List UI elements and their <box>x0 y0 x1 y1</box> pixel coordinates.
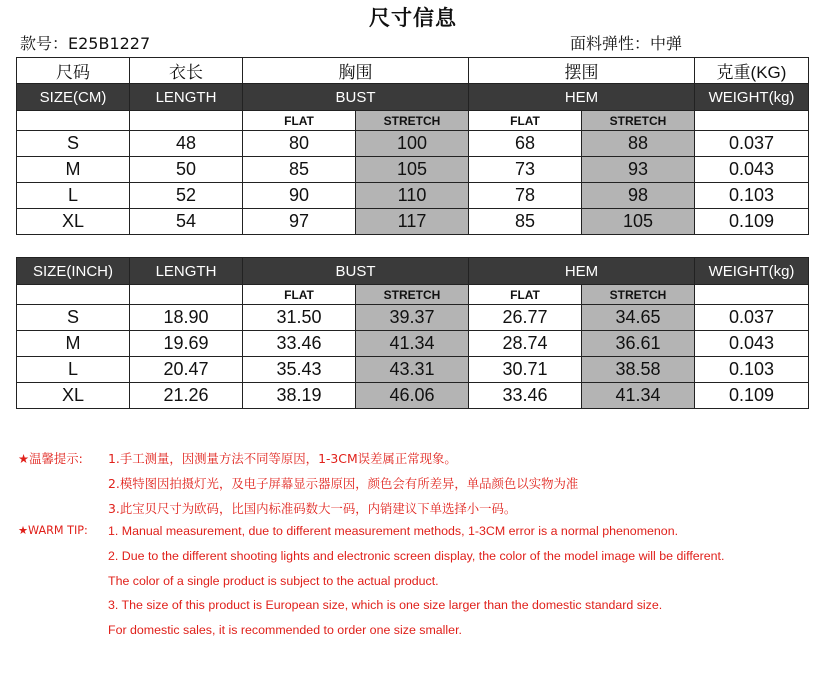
en-tip-line: The color of a single product is subject to the actual product. <box>108 574 439 588</box>
header-bust: BUST <box>243 258 469 285</box>
table-row <box>17 383 809 409</box>
header-hem-cn: 摆围 <box>469 58 695 84</box>
length-cell: 19.69 <box>130 331 243 357</box>
bust-stretch-cell: 43.31 <box>356 357 469 383</box>
style-number: 款号：E25B1227 <box>20 34 151 53</box>
sub-header-row <box>17 285 809 305</box>
hem-stretch-cell: 41.34 <box>582 383 695 409</box>
length-cell: 52 <box>130 183 243 209</box>
header-weight-cn: 克重(KG) <box>695 58 809 84</box>
table-row <box>17 157 809 183</box>
cn-tip-label: ★温馨提示: <box>18 451 83 466</box>
table-row <box>17 305 809 331</box>
cn-tip-line: 3.此宝贝尺寸为欧码，比国内标准码数大一码，内销建议下单选择小一码。 <box>108 501 517 516</box>
weight-cell: 0.043 <box>695 157 809 183</box>
blank-cell <box>130 111 243 131</box>
sub-flat: FLAT <box>243 285 356 305</box>
bust-flat-cell: 35.43 <box>243 357 356 383</box>
bust-flat-cell: 85 <box>243 157 356 183</box>
header-size: SIZE(CM) <box>17 84 130 111</box>
blank-cell <box>17 285 130 305</box>
en-tip-line: 3. The size of this product is European size, which is one size larger than the domestic standard size. <box>108 598 663 612</box>
hem-stretch-cell: 88 <box>582 131 695 157</box>
hem-flat-cell: 26.77 <box>469 305 582 331</box>
en-tip-line: 1. Manual measurement, due to different measurement methods, 1-3CM error is a normal phenomenon. <box>108 524 679 538</box>
hem-flat-cell: 68 <box>469 131 582 157</box>
table-row <box>17 357 809 383</box>
header-size: SIZE(INCH) <box>17 258 130 285</box>
hem-flat-cell: 28.74 <box>469 331 582 357</box>
cn-tip-line: 1.手工测量，因测量方法不同等原因，1-3CM误差属正常现象。 <box>108 451 457 466</box>
sub-header-row <box>17 111 809 131</box>
bust-flat-cell: 80 <box>243 131 356 157</box>
size-cell: XL <box>17 209 130 235</box>
header-weight: WEIGHT(kg) <box>695 258 809 285</box>
hem-stretch-cell: 38.58 <box>582 357 695 383</box>
size-cell: S <box>17 305 130 331</box>
bust-stretch-cell: 105 <box>356 157 469 183</box>
length-cell: 48 <box>130 131 243 157</box>
cn-tip-line: 2.模特图因拍摄灯光，及电子屏幕显示器原因，颜色会有所差异，单品颜色以实物为准 <box>108 476 579 491</box>
sub-stretch: STRETCH <box>582 111 695 131</box>
en-tip-label: ★WARM TIP: <box>18 524 88 537</box>
length-cell: 21.26 <box>130 383 243 409</box>
table-row <box>17 131 809 157</box>
en-tip-line: For domestic sales, it is recommended to order one size smaller. <box>108 623 462 637</box>
header-size-cn: 尺码 <box>17 58 130 84</box>
size-cell: L <box>17 357 130 383</box>
header-weight: WEIGHT(kg) <box>695 84 809 111</box>
hem-flat-cell: 78 <box>469 183 582 209</box>
bust-stretch-cell: 41.34 <box>356 331 469 357</box>
cn-header-row <box>17 58 809 84</box>
sub-flat: FLAT <box>469 285 582 305</box>
hem-stretch-cell: 93 <box>582 157 695 183</box>
table-row <box>17 209 809 235</box>
table-row <box>17 331 809 357</box>
hem-flat-cell: 73 <box>469 157 582 183</box>
hem-stretch-cell: 34.65 <box>582 305 695 331</box>
size-cell: L <box>17 183 130 209</box>
header-length: LENGTH <box>130 84 243 111</box>
bust-stretch-cell: 46.06 <box>356 383 469 409</box>
length-cell: 54 <box>130 209 243 235</box>
en-header-row <box>17 258 809 285</box>
bust-stretch-cell: 110 <box>356 183 469 209</box>
header-hem: HEM <box>469 258 695 285</box>
header-hem: HEM <box>469 84 695 111</box>
bust-flat-cell: 38.19 <box>243 383 356 409</box>
hem-stretch-cell: 105 <box>582 209 695 235</box>
sub-flat: FLAT <box>243 111 356 131</box>
size-table-inch <box>16 257 809 409</box>
fabric-elasticity: 面料弹性：中弹 <box>570 34 683 53</box>
header-length-cn: 衣长 <box>130 58 243 84</box>
length-cell: 18.90 <box>130 305 243 331</box>
bust-flat-cell: 90 <box>243 183 356 209</box>
size-cell: S <box>17 131 130 157</box>
sub-flat: FLAT <box>469 111 582 131</box>
header-bust: BUST <box>243 84 469 111</box>
size-cell: XL <box>17 383 130 409</box>
blank-cell <box>695 285 809 305</box>
header-length: LENGTH <box>130 258 243 285</box>
weight-cell: 0.037 <box>695 305 809 331</box>
size-cell: M <box>17 331 130 357</box>
bust-stretch-cell: 39.37 <box>356 305 469 331</box>
en-header-row <box>17 84 809 111</box>
hem-flat-cell: 33.46 <box>469 383 582 409</box>
en-tip-line: 2. Due to the different shooting lights and electronic screen display, the color of the model image will be different. <box>108 549 725 563</box>
weight-cell: 0.037 <box>695 131 809 157</box>
sub-stretch: STRETCH <box>582 285 695 305</box>
blank-cell <box>695 111 809 131</box>
blank-cell <box>130 285 243 305</box>
blank-cell <box>17 111 130 131</box>
bust-flat-cell: 33.46 <box>243 331 356 357</box>
weight-cell: 0.103 <box>695 183 809 209</box>
hem-flat-cell: 85 <box>469 209 582 235</box>
size-table-cm <box>16 57 809 235</box>
bust-flat-cell: 31.50 <box>243 305 356 331</box>
weight-cell: 0.043 <box>695 331 809 357</box>
sub-stretch: STRETCH <box>356 285 469 305</box>
length-cell: 50 <box>130 157 243 183</box>
header-bust-cn: 胸围 <box>243 58 469 84</box>
hem-stretch-cell: 98 <box>582 183 695 209</box>
bust-stretch-cell: 100 <box>356 131 469 157</box>
weight-cell: 0.103 <box>695 357 809 383</box>
size-cell: M <box>17 157 130 183</box>
weight-cell: 0.109 <box>695 383 809 409</box>
hem-flat-cell: 30.71 <box>469 357 582 383</box>
length-cell: 20.47 <box>130 357 243 383</box>
bust-stretch-cell: 117 <box>356 209 469 235</box>
bust-flat-cell: 97 <box>243 209 356 235</box>
weight-cell: 0.109 <box>695 209 809 235</box>
page-title: 尺寸信息 <box>369 6 457 30</box>
hem-stretch-cell: 36.61 <box>582 331 695 357</box>
table-row <box>17 183 809 209</box>
sub-stretch: STRETCH <box>356 111 469 131</box>
